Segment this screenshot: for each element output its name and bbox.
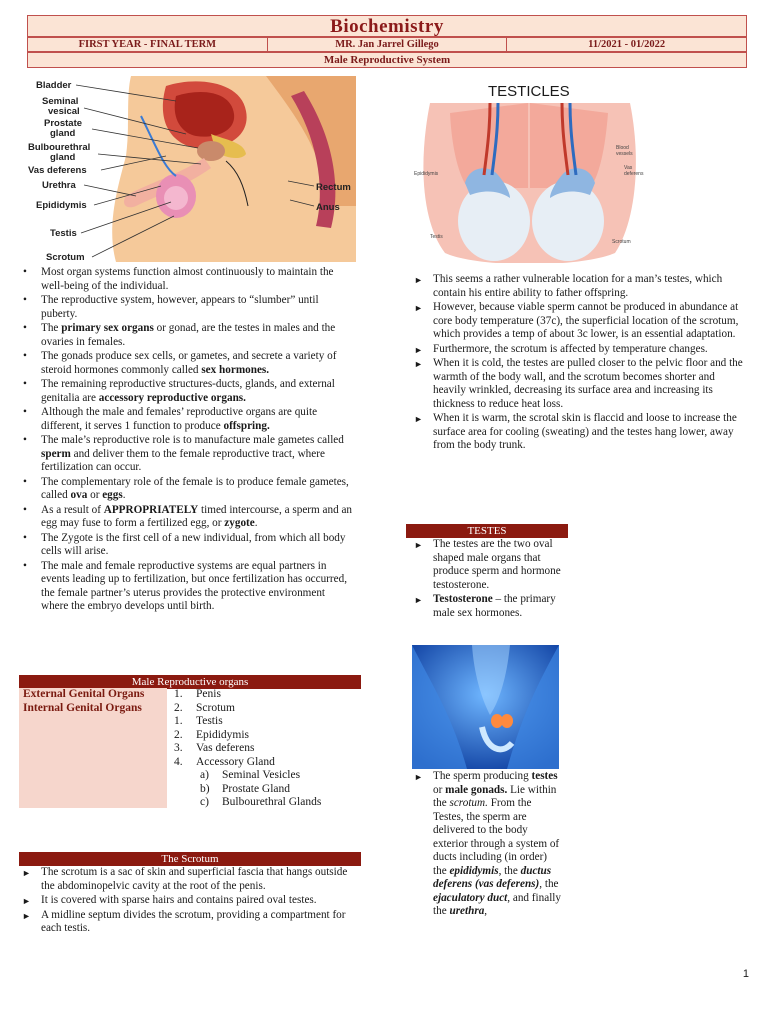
male-pelvis-xray-figure <box>412 645 559 769</box>
list-item: • The gonads produce sex cells, or gametes, and secrete a variety of steroid hormones commonly called sex hormones. <box>23 350 337 376</box>
list-item: ► Furthermore, the scrotum is affected by temperature changes. <box>414 342 708 355</box>
list-item: • The primary sex organs or gonad, are the testes in males and the ovaries in females. <box>23 322 336 348</box>
male-anatomy-figure <box>26 76 356 262</box>
date-range-label: 11/2021 - 01/2022 <box>588 39 666 50</box>
svg-text:Bulbourethral: Bulbourethral <box>28 142 91 153</box>
list-item: ► A midline septum divides the scrotum, providing a compartment for each testis. <box>22 908 346 934</box>
instructor-label: MR. Jan Jarrel Gillego <box>268 38 508 51</box>
testicles-figure <box>410 103 648 263</box>
list-item: • The Zygote is the first cell of a new individual, from which all body cells will arise. <box>23 531 346 557</box>
svg-text:Testis: Testis <box>430 234 443 240</box>
list-item: • As a result of APPROPRIATELY timed intercourse, a sperm and an egg may fuse to form a fertilized egg, or zygote. <box>23 503 353 529</box>
scrotum-bullet-list <box>19 866 354 937</box>
list-item: ► When it is warm, the scrotal skin is flaccid and loose to increase the surface area for cooling (sweating) and the testes hang lower, away from the body trunk. <box>414 412 737 451</box>
list-item: • The complementary role of the female is to produce female gametes, called ova or eggs. <box>23 475 349 501</box>
svg-text:Urethra: Urethra <box>42 180 76 191</box>
list-item: 1. Penis <box>174 688 221 700</box>
list-item: • The reproductive system, however, appears to “slumber” until puberty. <box>23 294 319 320</box>
internal-organs-label: Internal Genital Organs <box>23 701 142 714</box>
svg-text:vesical: vesical <box>48 106 80 117</box>
list-item: ► The sperm producing testes or male gonads. Lie within the scrotum. From the Testes, the sperm are delivered to the body exterior through a system of ducts including (in order) the epididymis, the ductus deferens (vas deferens), the ejaculatory duct, and finally the urethra, <box>414 770 562 917</box>
page-number: 1 <box>742 968 749 980</box>
svg-text:Seminal: Seminal <box>42 96 79 107</box>
list-item: 1. Testis <box>174 715 223 727</box>
svg-text:Anus: Anus <box>316 202 340 213</box>
svg-text:Bladder: Bladder <box>36 80 72 91</box>
svg-text:Scrotum: Scrotum <box>46 252 85 262</box>
organs-category-column <box>19 688 167 808</box>
list-item: ► This seems a rather vulnerable location for a man’s testes, which contain his entire ability to father offspring. <box>414 273 723 299</box>
intro-bullet-list <box>19 266 354 615</box>
svg-text:Scrotum: Scrotum <box>612 239 631 245</box>
list-item: • The male’s reproductive role is to manufacture male gametes called sperm and deliver them to the female reproductive tract, where fertilization can occur. <box>23 434 344 473</box>
list-item: 3. Vas deferens <box>174 742 255 754</box>
svg-text:deferens: deferens <box>624 171 644 177</box>
list-item: • Although the male and females’ reproductive organs are quite different, it serves 1 function to produce offspring. <box>23 406 318 432</box>
svg-text:vessels: vessels <box>616 151 633 157</box>
list-item: ► When it is cold, the testes are pulled closer to the pelvic floor and the warmth of the body wall, and the scrotum becomes shorter and heavily wrinkled, decreasing its surface area and increasing its thickness to reduce heat loss. <box>414 357 743 410</box>
organs-list <box>174 688 321 810</box>
list-item: • Most organ systems function almost continuously to maintain the well-being of the individual. <box>23 266 334 292</box>
svg-text:Epididymis: Epididymis <box>36 200 87 211</box>
list-item: • The male and female reproductive systems are equal partners in events leading up to fertilization, but once fertilization has occurred, the female partner’s uterus provides the protective environment where the embryo develops until birth. <box>23 559 347 612</box>
list-item: ► The scrotum is a sac of skin and superficial fascia that hangs outside the abdominopelvic cavity at the root of the penis. <box>22 866 348 892</box>
header-info-row <box>27 37 747 52</box>
list-item: 4. Accessory Gland <box>174 755 275 768</box>
topic-subtitle: Male Reproductive System <box>27 52 747 68</box>
testes-section-header: TESTES <box>406 524 568 538</box>
list-item: ► Testosterone – the primary male sex hormones. <box>414 593 556 619</box>
testicles-figure-title: TESTICLES <box>488 83 570 100</box>
list-item: 2. Epididymis <box>174 728 250 741</box>
testes-ducts-bullet-list <box>411 770 561 920</box>
list-item: ► The testes are the two oval shaped male organs that produce sperm and hormone testosterone. <box>414 538 561 591</box>
list-item: c) Bulbourethral Glands <box>200 796 322 808</box>
svg-text:Vas: Vas <box>624 165 633 171</box>
organs-section-header: Male Reproductive organs <box>19 675 361 689</box>
scrotum-temperature-bullet-list <box>411 273 746 454</box>
term-label: FIRST YEAR - FINAL TERM <box>28 38 268 51</box>
scrotum-section-header: The Scrotum <box>19 852 361 866</box>
document-title: Biochemistry <box>27 15 747 37</box>
svg-text:Testis: Testis <box>50 228 77 239</box>
svg-text:Epididymis: Epididymis <box>414 171 439 177</box>
list-item: 2. Scrotum <box>174 701 235 714</box>
svg-text:Rectum: Rectum <box>316 182 351 193</box>
list-item: ► It is covered with sparse hairs and contains paired oval testes. <box>22 894 317 906</box>
list-item: • The remaining reproductive structures-ducts, glands, and external genitalia are accessory reproductive organs. <box>23 378 335 404</box>
list-item: ► However, because viable sperm cannot be produced in abundance at core body temperature (37c), the superficial location of the scrotum, which provides a temp of about 3c lower, is an essential adaptation. <box>414 301 739 340</box>
svg-text:Vas deferens: Vas deferens <box>28 165 87 176</box>
svg-text:gland: gland <box>50 152 76 163</box>
testes-bullet-list <box>411 538 561 621</box>
list-item: b) Prostate Gland <box>200 782 291 795</box>
svg-text:gland: gland <box>50 128 76 139</box>
list-item: a) Seminal Vesicles <box>200 769 301 781</box>
svg-text:Blood: Blood <box>616 145 629 151</box>
external-organs-label: External Genital Organs <box>23 688 145 700</box>
svg-text:Prostate: Prostate <box>44 118 83 129</box>
